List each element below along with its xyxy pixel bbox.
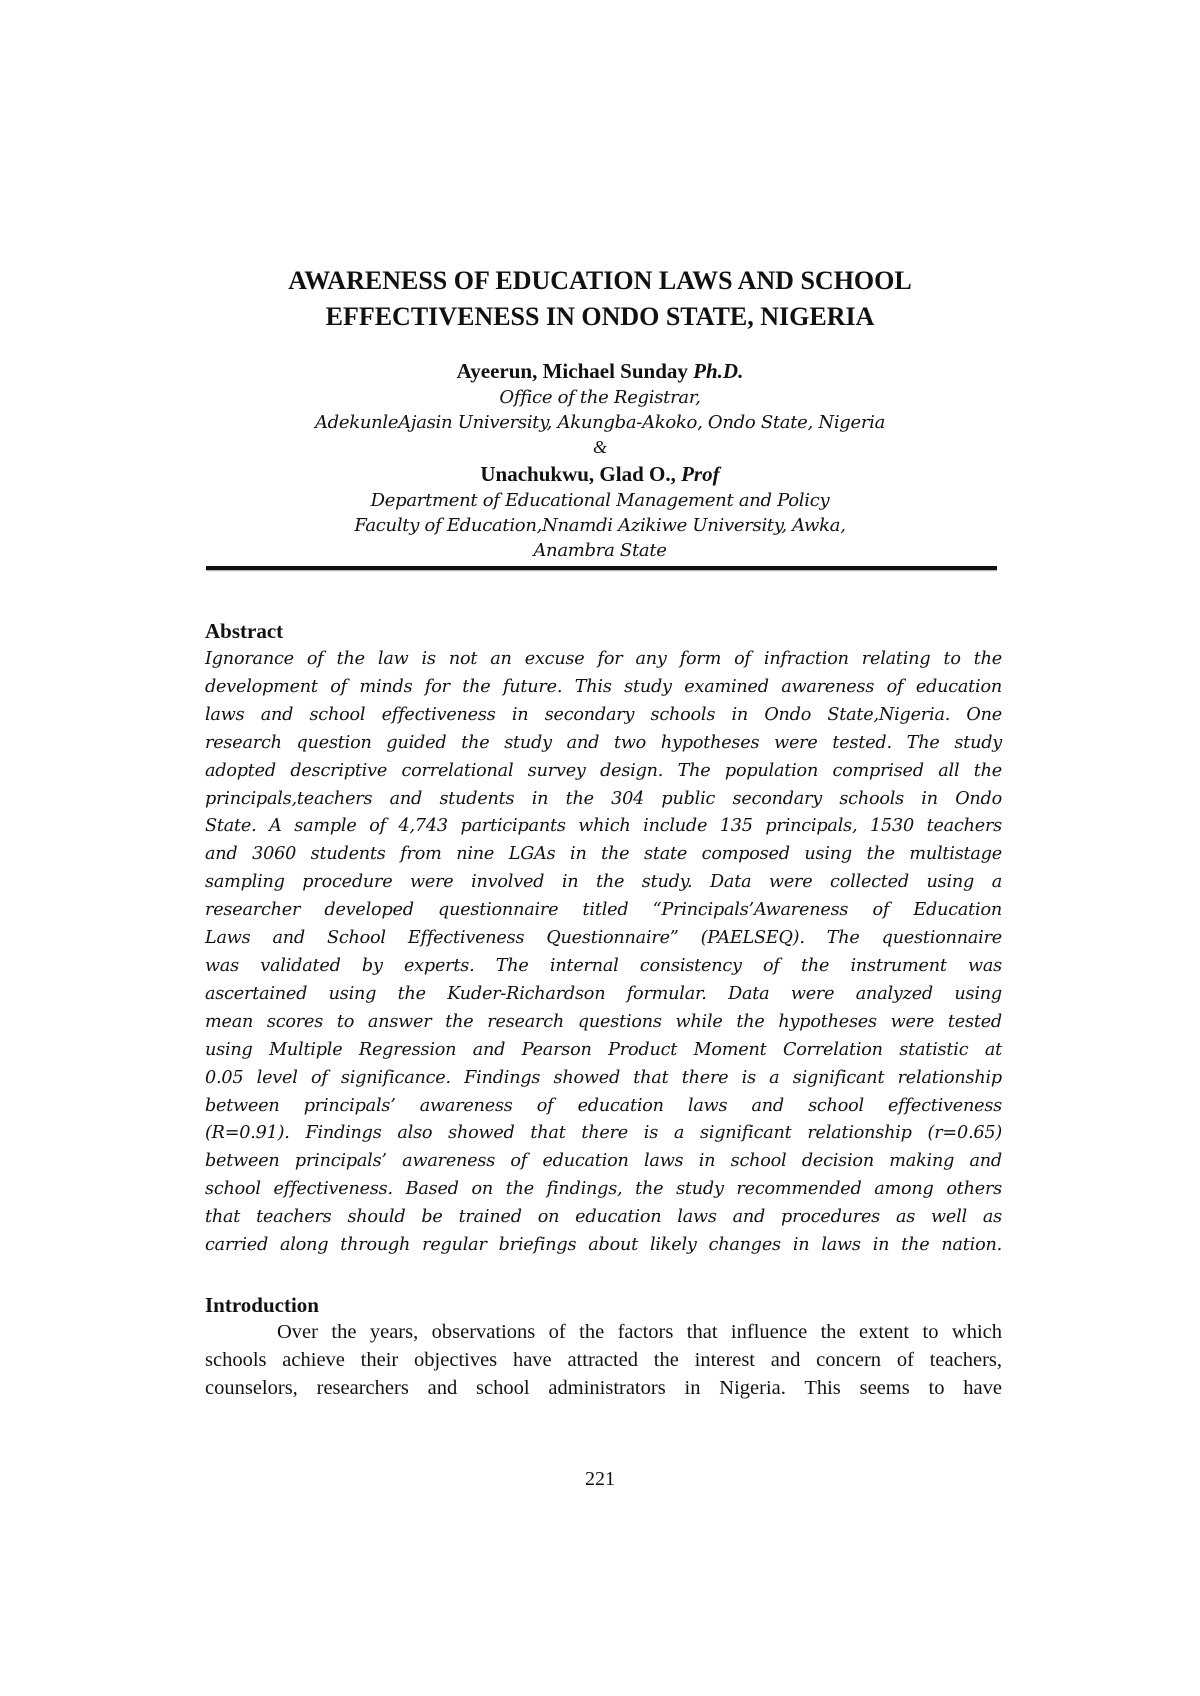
introduction-text (205, 1318, 1002, 1402)
abstract-line: adopted descriptive correlational survey design. The population comprised all the (205, 760, 1002, 781)
author-2-affiliation: Department of Educational Management and Policy (370, 490, 830, 511)
title-line: EFFECTIVENESS IN ONDO STATE, NIGERIA (325, 302, 875, 331)
introduction-line: Over the years, observations of the factors that influence the extent to which (277, 1321, 1002, 1343)
author-1-affiliation: AdekunleAjasin University, Akungba-Akoko, Ondo State, Nigeria (314, 412, 886, 433)
abstract-heading: Abstract (205, 619, 284, 643)
author-2-affiliation: Faculty of Education,Nnamdi Azikiwe University, Awka, (354, 515, 846, 536)
abstract-line: between principals’ awareness of education laws and school effectiveness (205, 1095, 1002, 1116)
abstract-line: Ignorance of the law is not an excuse for any form of infraction relating to the (205, 649, 1002, 669)
abstract-line: ascertained using the Kuder-Richardson formular. Data were analyzed using (205, 983, 1002, 1004)
abstract-line: that teachers should be trained on education laws and procedures as well as (205, 1207, 1002, 1228)
header-divider (206, 566, 997, 570)
author-block (200, 357, 1000, 563)
abstract-line: between principals’ awareness of education laws in school decision making and (205, 1151, 1002, 1172)
abstract-line: Laws and School Effectiveness Questionnaire” (PAELSEQ). The questionnaire (205, 928, 1002, 949)
abstract-line: school effectiveness. Based on the findings, the study recommended among others (205, 1179, 1002, 1200)
abstract-line: was validated by experts. The internal consistency of the instrument was (205, 955, 1002, 976)
abstract-line: using Multiple Regression and Pearson Product Moment Correlation statistic at (205, 1039, 1002, 1060)
page-number: 221 (585, 1468, 615, 1490)
author-1-name: Ayeerun, Michael Sunday (456, 359, 688, 383)
abstract-line: laws and school effectiveness in secondary schools in Ondo State,Nigeria. One (205, 704, 1002, 725)
paper-title (200, 263, 1000, 335)
author-separator: & (592, 437, 607, 457)
introduction-heading: Introduction (205, 1293, 319, 1317)
author-2-name: Unachukwu, Glad O., (480, 462, 676, 486)
abstract-line: State. A sample of 4,743 participants which include 135 principals, 1530 teachers (205, 816, 1002, 837)
abstract-line: mean scores to answer the research questions while the hypotheses were tested (205, 1011, 1002, 1032)
author-1-degree: Ph.D. (693, 359, 744, 383)
abstract-line: sampling procedure were involved in the study. Data were collected using a (205, 872, 1002, 893)
abstract-line: principals,teachers and students in the 304 public secondary schools in Ondo (205, 788, 1002, 809)
title-line: AWARENESS OF EDUCATION LAWS AND SCHOOL (288, 266, 912, 295)
abstract-line: and 3060 students from nine LGAs in the state composed using the multistage (205, 844, 1002, 865)
author-2-degree: Prof (681, 462, 720, 486)
abstract-line: 0.05 level of significance. Findings showed that there is a significant relationship (205, 1067, 1002, 1088)
abstract-text (205, 646, 1002, 1260)
introduction-line: counselors, researchers and school administrators in Nigeria. This seems to have (205, 1377, 1002, 1399)
abstract-line: development of minds for the future. This study examined awareness of education (205, 676, 1002, 697)
author-1-name-line (200, 357, 1000, 385)
abstract-line: (R=0.91). Findings also showed that there is a significant relationship (r=0.65) (205, 1123, 1002, 1144)
abstract-line: carried along through regular briefings about likely changes in laws in the nation. (205, 1235, 1002, 1256)
abstract-line: research question guided the study and two hypotheses were tested. The study (205, 732, 1002, 753)
author-2-affiliation: Anambra State (533, 540, 667, 561)
introduction-line: schools achieve their objectives have attracted the interest and concern of teachers, (205, 1349, 1002, 1371)
author-1-affiliation: Office of the Registrar, (499, 387, 701, 408)
author-2-name-line (200, 460, 1000, 488)
abstract-line: researcher developed questionnaire titled “Principals’Awareness of Education (205, 900, 1002, 921)
